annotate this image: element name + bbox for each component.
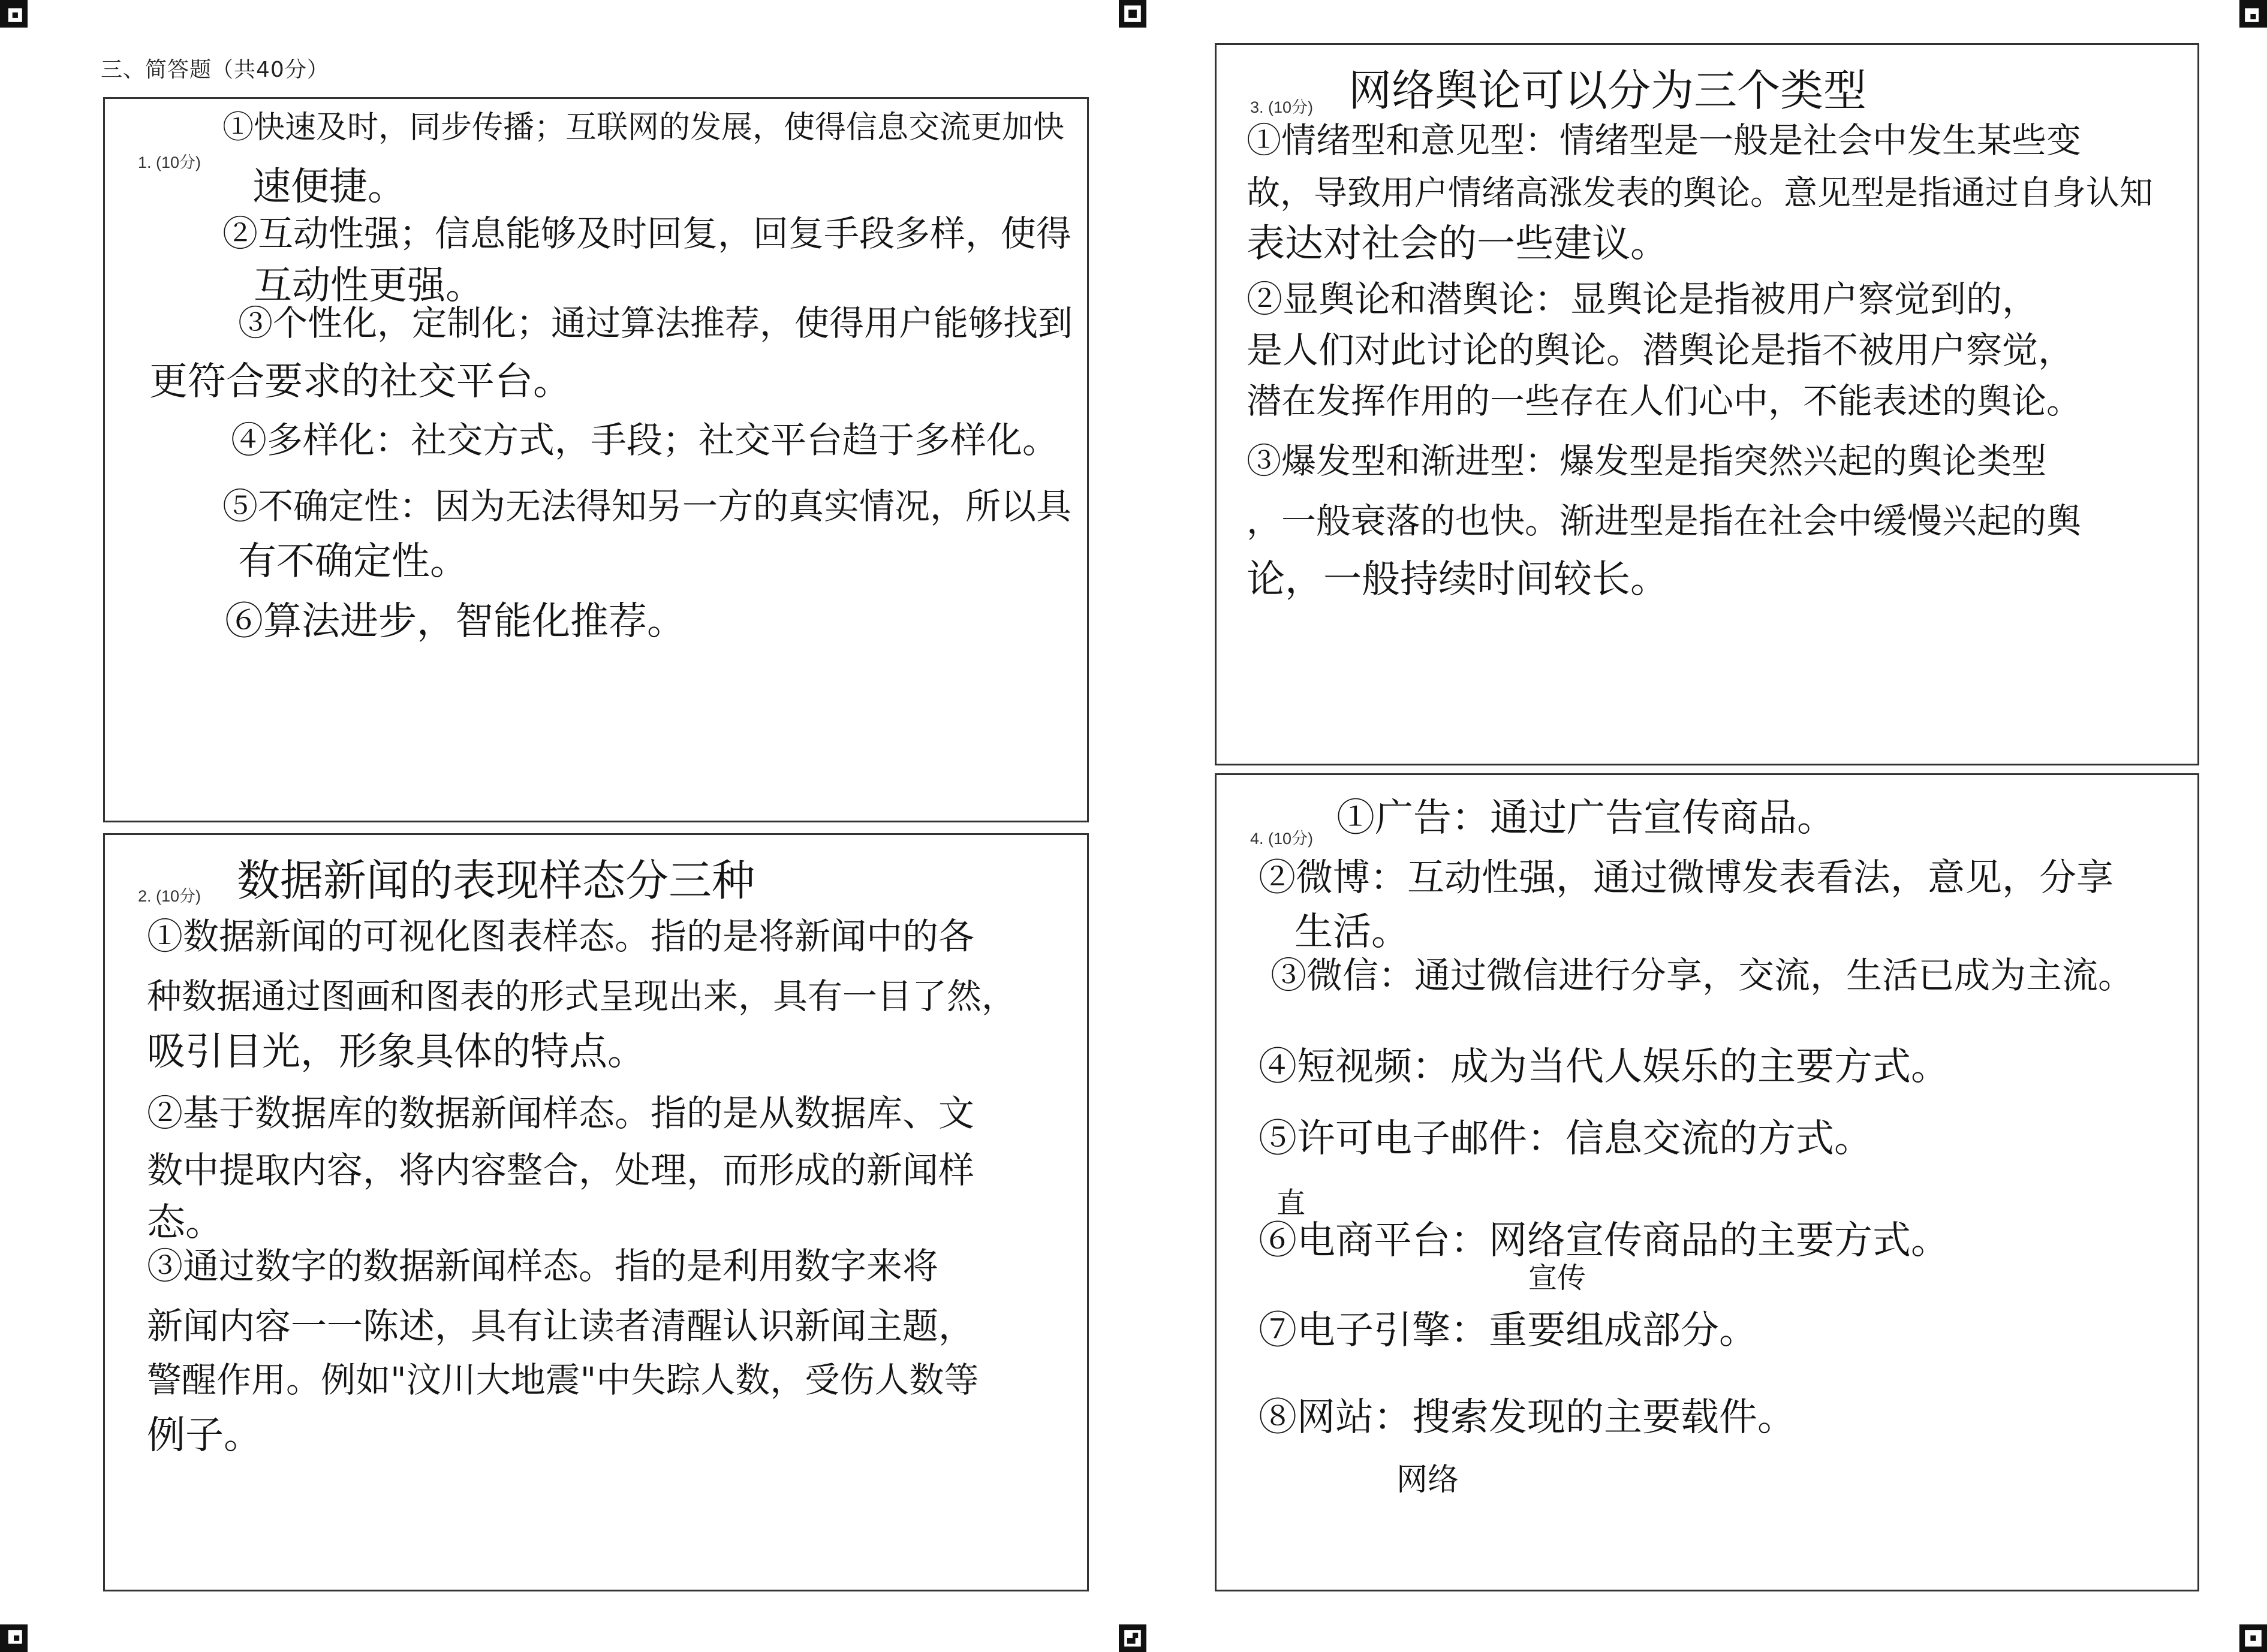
answer-line: ⑤许可电子邮件：信息交流的方式。 — [1259, 1117, 1872, 1161]
answer-line: ①广告：通过广告宣传商品。 — [1336, 796, 1835, 840]
answer-line: 潜在发挥作用的一些存在人们心中，不能表述的舆论。 — [1247, 381, 2082, 421]
answer-line: ③微信：通过微信进行分享，交流，生活已成为主流。 — [1271, 955, 2134, 997]
answer-line: ①情绪型和意见型：情绪型是一般是社会中发生某些变 — [1247, 120, 2082, 161]
answer-line: 表达对社会的一些建议。 — [1247, 222, 1669, 266]
answer-line: 新闻内容一一陈述，具有让读者清醒认识新闻主题， — [147, 1306, 974, 1347]
answer-box-q4 — [1215, 773, 2199, 1591]
answer-line: 互动性更强。 — [254, 264, 484, 308]
answer-line: ②微博：互动性强，通过微博发表看法，意见，分享 — [1259, 855, 2114, 899]
answer-line: ②显舆论和潜舆论：显舆论是指被用户察觉到的， — [1247, 279, 2038, 321]
answer-line: 吸引目光，形象具体的特点。 — [147, 1030, 646, 1074]
answer-line: ①数据新闻的可视化图表样态。指的是将新闻中的各 — [147, 916, 974, 958]
answer-line: 例子。 — [147, 1413, 262, 1458]
answer-line: ①快速及时，同步传播；互联网的发展，使得信息交流更加快 — [222, 110, 1065, 146]
answer-line: ⑥算法进步，智能化推荐。 — [225, 599, 685, 644]
answer-heading: 网络舆论可以分为三个类型 — [1348, 65, 1867, 116]
corner-marker-bottom-center — [1119, 1624, 1146, 1652]
answer-line: 速便捷。 — [252, 165, 406, 209]
answer-line: ⑥电商平台：网络宣传商品的主要方式。 — [1259, 1219, 1949, 1263]
answer-line: 数中提取内容，将内容整合，处理，而形成的新闻样 — [147, 1150, 974, 1192]
answer-line: ⑤不确定性：因为无法得知另一方的真实情况，所以具 — [222, 486, 1072, 527]
answer-line: ②基于数据库的数据新闻样态。指的是从数据库、文 — [147, 1093, 974, 1135]
question-number: 3. (10分) — [1250, 98, 1314, 116]
answer-line: 论，一般持续时间较长。 — [1247, 557, 1669, 602]
answer-box-q3 — [1215, 43, 2199, 765]
answer-line: ⑧网站：搜索发现的主要载件。 — [1259, 1395, 1796, 1440]
answer-line: 故，导致用户情绪高涨发表的舆论。意见型是指通过自身认知 — [1247, 174, 2153, 213]
section-title: 三、简答题（共40分） — [101, 58, 329, 82]
answer-line: ③个性化，定制化；通过算法推荐，使得用户能够找到 — [238, 303, 1073, 343]
annotation-below: 网络 — [1396, 1462, 1459, 1498]
question-number: 1. (10分) — [138, 153, 201, 171]
corner-marker-top-right — [2239, 0, 2267, 28]
answer-line: 种数据通过图画和图表的形式呈现出来，具有一目了然， — [147, 976, 1017, 1017]
answer-line: 有不确定性。 — [238, 539, 468, 584]
answer-line: ，一般衰落的也快。渐进型是指在社会中缓慢兴起的舆 — [1247, 501, 2082, 541]
answer-line: ②互动性强；信息能够及时回复，回复手段多样，使得 — [222, 213, 1072, 254]
corner-marker-bottom-left — [0, 1624, 28, 1652]
answer-line: ⑦电子引擎：重要组成部分。 — [1259, 1309, 1757, 1353]
answer-line: 态。 — [147, 1201, 224, 1245]
corner-marker-top-left — [0, 0, 28, 28]
answer-line: 生活。 — [1294, 910, 1410, 954]
answer-line: 警醒作用。例如"汶川大地震"中失踪人数，受伤人数等 — [147, 1359, 979, 1400]
question-number: 4. (10分) — [1250, 830, 1314, 848]
corner-marker-top-center — [1119, 0, 1146, 28]
answer-line: ③爆发型和渐进型：爆发型是指突然兴起的舆论类型 — [1247, 441, 2047, 481]
answer-line: ④短视频：成为当代人娱乐的主要方式。 — [1259, 1045, 1949, 1089]
answer-box-q2 — [103, 833, 1089, 1591]
answer-line: 更符合要求的社交平台。 — [149, 360, 571, 404]
answer-heading: 数据新闻的表现样态分三种 — [237, 855, 755, 906]
annotation-above: 宣传 — [1528, 1261, 1586, 1295]
corner-marker-bottom-right — [2239, 1624, 2267, 1652]
answer-line: ③通过数字的数据新闻样态。指的是利用数字来将 — [147, 1246, 938, 1288]
answer-line: 是人们对此讨论的舆论。潜舆论是指不被用户察觉， — [1247, 330, 2074, 372]
answer-box-q1 — [103, 97, 1089, 822]
question-number: 2. (10分) — [138, 887, 201, 905]
answer-line: ④多样化：社交方式，手段；社交平台趋于多样化。 — [231, 420, 1058, 462]
annotation-above: 直 — [1276, 1186, 1306, 1220]
